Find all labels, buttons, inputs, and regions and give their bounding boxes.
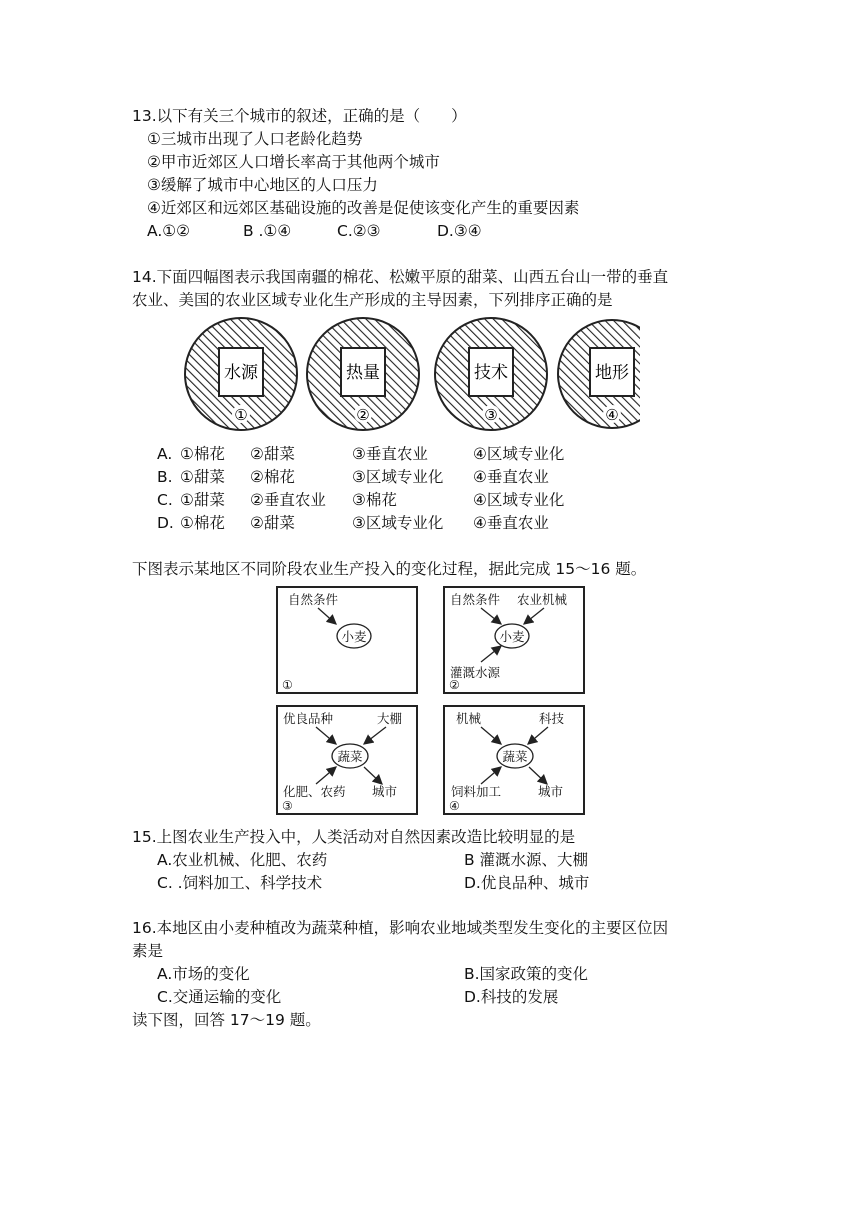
svg-text:小麦: 小麦	[341, 629, 367, 644]
q16-option-a: A.市场的变化	[157, 965, 250, 983]
q15-option-a: A.农业机械、化肥、农药	[157, 851, 328, 869]
svg-text:机械: 机械	[456, 711, 482, 726]
svg-text:③: ③	[282, 799, 293, 813]
circle-label: 技术	[474, 363, 508, 383]
circle-water	[185, 318, 297, 430]
svg-text:蔬菜: 蔬菜	[502, 749, 528, 764]
circle-label: 水源	[224, 363, 258, 383]
q13-option-b: B .①④	[243, 222, 292, 240]
q13-item: ④近郊区和远郊区基础设施的改善是促使该变化产生的重要因素	[147, 199, 580, 217]
circle-label: 热量	[346, 363, 380, 383]
q16-option-b: B.国家政策的变化	[464, 965, 589, 983]
svg-text:蔬菜: 蔬菜	[337, 749, 363, 764]
q15-option-d: D.优良品种、城市	[464, 874, 590, 892]
svg-text:优良品种: 优良品种	[283, 711, 334, 726]
q13-stem: 13.以下有关三个城市的叙述，正确的是（ ）	[132, 107, 467, 125]
svg-text:科技: 科技	[539, 711, 565, 726]
q16-option-c: C.交通运输的变化	[157, 988, 282, 1006]
svg-text:④: ④	[449, 799, 460, 813]
q13-option-d: D.③④	[437, 222, 482, 240]
svg-text:②: ②	[356, 406, 370, 424]
q13-item: ②甲市近郊区人口增长率高于其他两个城市	[147, 153, 440, 171]
svg-text:小麦: 小麦	[499, 629, 525, 644]
svg-text:大棚: 大棚	[377, 711, 403, 726]
stage-4	[444, 706, 584, 814]
q13-item: ③缓解了城市中心地区的人口压力	[147, 176, 378, 194]
factor-circles-figure	[180, 312, 640, 436]
q15-option-c: C. .饲料加工、科学技术	[157, 874, 323, 892]
stage-1	[277, 587, 417, 693]
q14-stem-line2: 农业、美国的农业区域专业化生产形成的主导因素，下列排序正确的是	[132, 291, 613, 309]
q16-stem-line1: 16.本地区由小麦种植改为蔬菜种植，影响农业地域类型发生变化的主要区位因	[132, 919, 669, 937]
intro-17-19: 读下图，回答 17～19 题。	[132, 1011, 321, 1029]
svg-text:自然条件: 自然条件	[288, 592, 339, 607]
q15-stem: 15.上图农业生产投入中，人类活动对自然因素改造比较明显的是	[132, 828, 576, 846]
q13-option-c: C.②③	[337, 222, 381, 240]
svg-text:城市: 城市	[372, 784, 398, 799]
svg-text:自然条件: 自然条件	[450, 592, 501, 607]
q13-option-a: A.①②	[147, 222, 191, 240]
intro-15-16: 下图表示某地区不同阶段农业生产投入的变化过程，据此完成 15～16 题。	[132, 560, 647, 578]
svg-text:饲料加工: 饲料加工	[451, 784, 502, 799]
q13-item: ①三城市出现了人口老龄化趋势	[147, 130, 363, 148]
svg-text:①: ①	[282, 678, 293, 692]
svg-text:③: ③	[484, 406, 498, 424]
stage-3	[277, 706, 417, 814]
svg-text:灌溉水源: 灌溉水源	[450, 665, 501, 680]
q16-option-d: D.科技的发展	[464, 988, 559, 1006]
q14-stem-line1: 14.下面四幅图表示我国南疆的棉花、松嫩平原的甜菜、山西五台山一带的垂直	[132, 268, 669, 286]
q15-option-b: B 灌溉水源、大棚	[464, 851, 589, 869]
stages-figure	[276, 586, 588, 816]
circle-technology	[435, 318, 547, 430]
stage-2	[444, 587, 584, 693]
svg-text:城市: 城市	[538, 784, 564, 799]
q16-stem-line2: 素是	[132, 942, 164, 960]
circle-heat	[307, 318, 419, 430]
svg-text:化肥、农药: 化肥、农药	[283, 784, 346, 799]
circle-label: 地形	[595, 363, 629, 383]
circle-terrain	[558, 320, 640, 428]
svg-text:④: ④	[605, 406, 619, 424]
svg-text:②: ②	[449, 678, 460, 692]
svg-text:农业机械: 农业机械	[517, 592, 568, 607]
svg-text:①: ①	[234, 406, 248, 424]
